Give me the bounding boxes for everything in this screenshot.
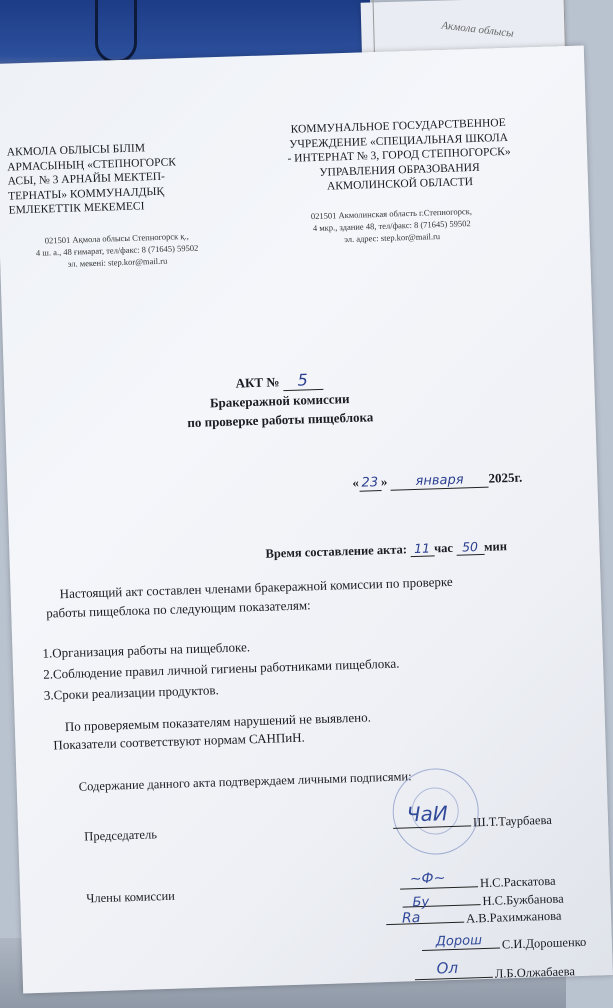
- header-left-line: АСЫ, № 3 АРНАЙЫ МЕКТЕП-: [7, 170, 166, 188]
- member-name: А.В.Рахимжанова: [465, 908, 562, 926]
- signature-scribble-icon: ЧаИ: [406, 801, 449, 827]
- time-hours-handwritten: 11: [410, 540, 434, 557]
- act-title: [154, 367, 406, 433]
- intro-paragraph: [45, 572, 453, 623]
- conclusion-line: По проверяемым показателям нарушений не выявлено.: [64, 709, 372, 735]
- header-right-line: УПРАВЛЕНИЯ ОБРАЗОВАНИЯ: [319, 161, 480, 179]
- signature-line: [400, 870, 478, 889]
- time-label: Время составление акта:: [265, 542, 408, 561]
- member-signature-row: [422, 935, 587, 955]
- date-close-quote: »: [380, 473, 388, 490]
- header-left-kazakh: [7, 140, 178, 218]
- address-left-line: 4 ш. а., 48 ғимарат, тел/факс: 8 (71645) 59502: [35, 242, 199, 258]
- address-right: [311, 205, 473, 246]
- conclusion-line: Показатели соответствуют нормам САНПиН.: [53, 729, 306, 753]
- intro-line: Настоящий акт составлен членами бракеражной комиссии по проверке: [59, 573, 453, 602]
- address-left-line: эл. мекені: step.kor@mail.ru: [67, 255, 168, 269]
- act-subtitle-purpose: по проверке работы пищеблока: [187, 409, 374, 431]
- intro-line: работы пищеблока по следующим показателям:: [46, 597, 311, 621]
- address-left: [35, 230, 198, 271]
- list-item: 3.Сроки реализации продуктов.: [43, 682, 219, 703]
- signature-scribble-icon: Бу: [412, 894, 430, 911]
- date-year: 2025г.: [488, 469, 523, 486]
- act-time: [265, 538, 507, 562]
- list-item: 1.Организация работы на пищеблоке.: [42, 639, 251, 661]
- member-signature-row: [400, 870, 556, 894]
- signature-scribble-icon: Ra: [401, 910, 421, 927]
- header-left-line: АРМАСЫНЫҢ «СТЕПНОГОРСК: [7, 155, 177, 174]
- chair-name: Ш.Т.Таурбаева: [472, 812, 552, 830]
- member-name: С.И.Дорошенко: [501, 934, 587, 952]
- address-right-line: 021501 Акмолинская область г.Степногорск,: [310, 206, 473, 222]
- signature-line: [403, 894, 481, 911]
- time-minutes-label: мин: [483, 539, 508, 554]
- signature-line: [415, 958, 493, 980]
- list-item: 2.Соблюдение правил личной гигиены работниками пищеблока.: [42, 655, 400, 682]
- act-subtitle-commission: Бракеражной комиссии: [209, 391, 350, 411]
- address-left-line: 021501 Ақмола облысы Степногорск қ.,: [44, 230, 189, 246]
- background-strap: [95, 0, 137, 63]
- address-right-line: эл. адрес: step.kor@mail.ru: [344, 231, 441, 245]
- header-right-line: УЧРЕЖДЕНИЕ «СПЕЦИАЛЬНАЯ ШКОЛА: [289, 131, 509, 151]
- act-title-prefix: АКТ №: [235, 374, 280, 391]
- time-hours-label: час: [433, 540, 454, 556]
- date-open-quote: «: [352, 474, 360, 490]
- header-right-russian: [278, 116, 520, 196]
- date-day-handwritten: 23: [359, 475, 381, 492]
- signature-line: [422, 933, 500, 951]
- header-right-line: КОММУНАЛЬНОЕ ГОСУДАРСТВЕННОЕ: [290, 116, 506, 136]
- member-name: Н.С.Раскатова: [479, 873, 556, 891]
- conclusion-paragraph: [53, 708, 372, 754]
- background-sheet-text: Акмола облысы: [440, 19, 515, 40]
- criteria-list: [42, 632, 400, 706]
- chair-signature-row: [393, 801, 552, 833]
- header-right-line: АКМОЛИНСКОЙ ОБЛАСТИ: [326, 176, 474, 193]
- chair-label: Председатель: [84, 827, 158, 844]
- signature-scribble-icon: Дорош: [435, 933, 483, 950]
- time-minutes-handwritten: 50: [456, 539, 484, 556]
- act-date: [352, 470, 522, 492]
- header-right-line: - ИНТЕРНАТ № 3, ГОРОД СТЕПНОГОРСК»: [287, 145, 511, 165]
- date-month-handwritten: января: [390, 472, 488, 491]
- member-name: Н.С.Бужбанова: [482, 891, 564, 909]
- members-label: Члены комиссии: [86, 888, 176, 906]
- signature-scribble-icon: Ол: [436, 958, 459, 978]
- member-name: Л.Б.Олжабаева: [494, 964, 576, 981]
- document-page: [0, 45, 613, 993]
- signature-scribble-icon: ~Ф~: [409, 870, 446, 888]
- header-left-line: ЕМЛЕКЕТТІК МЕКЕМЕСІ: [8, 200, 145, 217]
- address-right-line: 4 мкр., здание 48, тел/факс: 8 (71645) 59502: [312, 218, 471, 234]
- header-left-line: ТЕРНАТЫ» КОММУНАЛДЫҚ: [7, 185, 165, 203]
- act-number-handwritten: 5: [282, 370, 323, 391]
- header-left-line: АКМОЛА ОБЛЫСЫ БІЛІМ: [6, 142, 146, 159]
- signature-line: [386, 910, 464, 927]
- signature-line: [393, 801, 471, 828]
- confirmation-text: Содержание данного акта подтверждаем личными подписями:: [78, 769, 412, 794]
- member-signature-row: [386, 909, 562, 930]
